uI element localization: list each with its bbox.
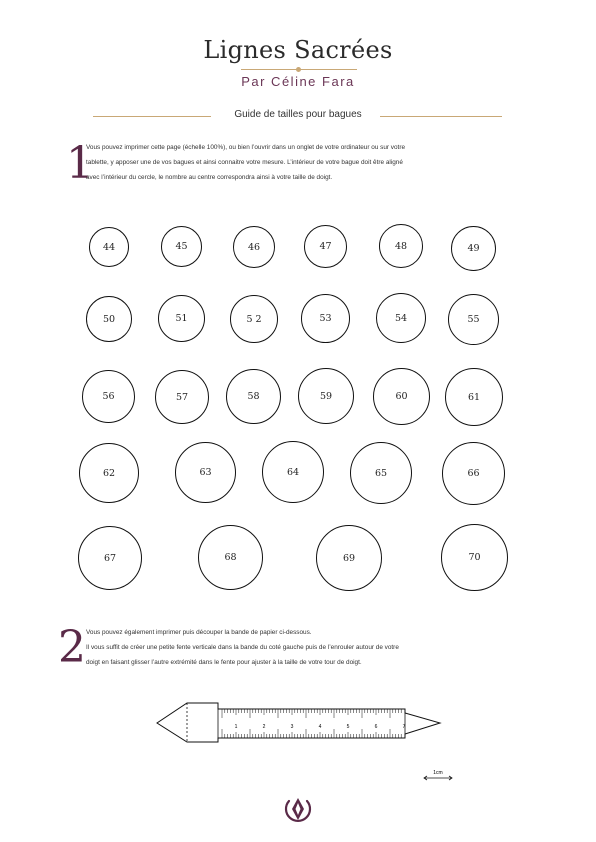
step-2-line: doigt en faisant glisser l’autre extrémité dans le fente pour ajuster à la taille de votre tour de doigt. bbox=[86, 659, 362, 666]
strip-outline bbox=[157, 703, 440, 742]
ring-size-45: 45 bbox=[161, 226, 202, 267]
ring-size-46: 46 bbox=[233, 226, 275, 268]
step-2-text bbox=[86, 625, 506, 670]
step-1-line: Vous pouvez imprimer cette page (échelle 100%), ou bien l’ouvrir dans un onglet de votre ordinateur ou sur votre bbox=[86, 144, 406, 151]
ring-size-65: 65 bbox=[350, 442, 412, 504]
ring-size-53: 53 bbox=[301, 294, 350, 343]
ring-size-70: 70 bbox=[441, 524, 508, 591]
ring-size-63: 63 bbox=[175, 442, 236, 503]
ring-size-66: 66 bbox=[442, 442, 505, 505]
ruler-mark-7: 7 bbox=[402, 724, 406, 730]
ring-size-51: 51 bbox=[158, 295, 205, 342]
step-1-number: 1 bbox=[66, 138, 94, 189]
ring-size-60: 60 bbox=[373, 368, 430, 425]
ring-size-61: 61 bbox=[445, 368, 503, 426]
brand-subtitle: Par Céline Fara bbox=[241, 74, 355, 89]
step-2-line: Vous pouvez également imprimer puis découper la bande de papier ci-dessous. bbox=[86, 629, 312, 636]
ruler-mark-3: 3 bbox=[290, 724, 294, 730]
ring-size-48: 48 bbox=[379, 224, 423, 268]
ring-size-55: 55 bbox=[448, 294, 499, 345]
ring-size-59: 59 bbox=[298, 368, 354, 424]
ruler-mark-6: 6 bbox=[374, 724, 378, 730]
ring-size-54: 54 bbox=[376, 293, 426, 343]
guide-line-right bbox=[380, 116, 502, 117]
ring-size-44: 44 bbox=[89, 227, 129, 267]
ring-size-49: 49 bbox=[451, 226, 496, 271]
ruler-mark-5: 5 bbox=[346, 724, 350, 730]
guide-heading: Guide de tailles pour bagues bbox=[234, 109, 362, 120]
ring-size-47: 47 bbox=[304, 225, 347, 268]
step-2-line: Il vous suffit de créer une petite fente verticale dans la bande du coté gauche puis de l’enrouler autour de votre bbox=[86, 644, 399, 651]
ring-size-58: 58 bbox=[226, 369, 281, 424]
step-2-number: 2 bbox=[58, 622, 86, 673]
ring-size-62: 62 bbox=[79, 443, 139, 503]
ring-size-52: 5 2 bbox=[230, 295, 278, 343]
underline-dot bbox=[296, 67, 301, 72]
brand-title: Lignes Sacrées bbox=[203, 36, 393, 64]
ring-size-56: 56 bbox=[82, 370, 135, 423]
scale-reference bbox=[422, 768, 456, 784]
scale-label: 1cm bbox=[433, 770, 443, 776]
ring-size-67: 67 bbox=[78, 526, 142, 590]
step-1-line: avec l’intérieur du cercle, le nombre au centre correspondra ainsi à votre taille de doigt. bbox=[86, 174, 333, 181]
ring-size-69: 69 bbox=[316, 525, 382, 591]
step-1-line: tablette, y apposer une de vos bagues et ainsi connaitre votre mesure. L’intérieur de votre bague doit être aligné bbox=[86, 159, 403, 166]
ruler-mark-4: 4 bbox=[318, 724, 322, 730]
brand-logo-icon bbox=[283, 795, 313, 827]
step-1-text bbox=[86, 140, 506, 185]
ring-size-50: 50 bbox=[86, 296, 132, 342]
ring-size-68: 68 bbox=[198, 525, 263, 590]
ring-size-64: 64 bbox=[262, 441, 324, 503]
ring-sizer-strip bbox=[150, 700, 445, 746]
ruler-mark-1: 1 bbox=[234, 724, 238, 730]
ruler-mark-2: 2 bbox=[262, 724, 266, 730]
ring-size-57: 57 bbox=[155, 370, 209, 424]
